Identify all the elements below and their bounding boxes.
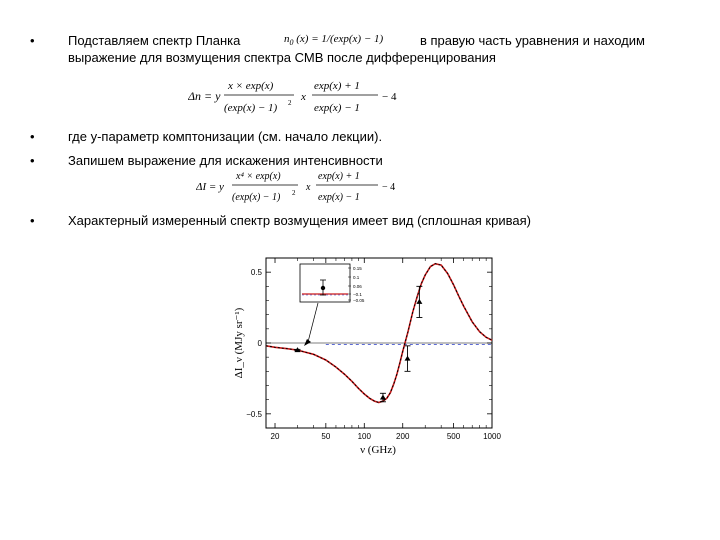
data-point [380,395,386,400]
bullet-dot: • [30,129,35,144]
formula2-x: x [306,182,311,193]
y-tick-label: 0 [257,339,262,348]
inset-frame [300,264,350,302]
x-tick-label: 200 [396,432,410,441]
formula1-inner-num: exp(x) + 1 [314,80,360,92]
inset-tick-label: −0.1 [353,292,362,297]
inset-pointer-arrow [304,339,311,346]
inset-tick-labels [348,266,365,303]
inset-tick-label: 0.1 [353,275,360,280]
bullet-1-part2: в правую часть уравнения и находим [420,33,645,48]
bullet-dot: • [30,213,35,228]
bullet-1-part1: Подставляем спектр Планка [68,33,241,48]
planck-sub: 0 [289,38,294,48]
formula1-num: x × exp(x) [228,80,274,92]
formula1-minus4: − 4 [382,91,397,103]
formula2-den: (exp(x) − 1) [232,192,281,203]
inset-tick-label: 0.15 [353,266,362,271]
data-point [405,356,411,361]
formula2-inner-den: exp(x) − 1 [318,192,360,203]
data-points [295,286,423,401]
formula1-x: x [301,91,306,103]
planck-rest: (x) = 1/(exp(x) − 1) [296,33,384,45]
formula2-inner-num: exp(x) + 1 [318,171,360,182]
bullet-3-text: Запишем выражение для искажения интенсивности [68,153,383,168]
formula2-num: x⁴ × exp(x) [236,171,281,182]
formula2-minus4: − 4 [382,182,396,193]
formula-delta-n [188,70,428,122]
y-tick-label: 0.5 [250,268,262,278]
inset-point [321,286,325,290]
bullet-dot: • [30,33,35,48]
bullet-2-text: где y-параметр комптонизации (см. начало лекции). [68,129,383,144]
planck-formula [284,33,383,47]
x-tick-label: 50 [321,432,331,441]
data-point [416,299,422,304]
formula-delta-i [196,164,436,210]
inset-pointer-line [308,303,318,342]
y-axis-label: ΔI_ν (MJy sr⁻¹) [233,307,245,379]
x-tick-label: 1000 [483,432,501,441]
formula1-den-pow: 2 [288,99,292,107]
spectrum-chart [228,250,508,460]
planck-n: n [284,33,290,45]
bullet-1-line2: выражение для возмущения спектра СМВ после дифференцирования [68,50,496,65]
formula1-den: (exp(x) − 1) [224,102,278,114]
x-axis-label: ν (GHz) [360,444,396,456]
inset-tick-label: 0.06 [353,284,362,289]
formula2-lhs: ΔI = y [196,181,224,193]
inset-tick-label: −0.05 [353,298,365,303]
y-axis-ticks [246,268,492,419]
formula1-inner-den: exp(x) − 1 [314,102,360,114]
x-tick-label: 20 [270,432,280,441]
formula1-lhs: Δn = y [188,89,221,103]
bullet-dot: • [30,153,35,168]
bullet-4-text: Характерный измеренный спектр возмущения имеет вид (сплошная кривая) [68,213,531,228]
y-tick-label: −0.5 [246,409,262,419]
x-tick-label: 100 [357,432,371,441]
x-tick-label: 500 [446,432,461,441]
formula2-den-pow: 2 [292,189,296,197]
